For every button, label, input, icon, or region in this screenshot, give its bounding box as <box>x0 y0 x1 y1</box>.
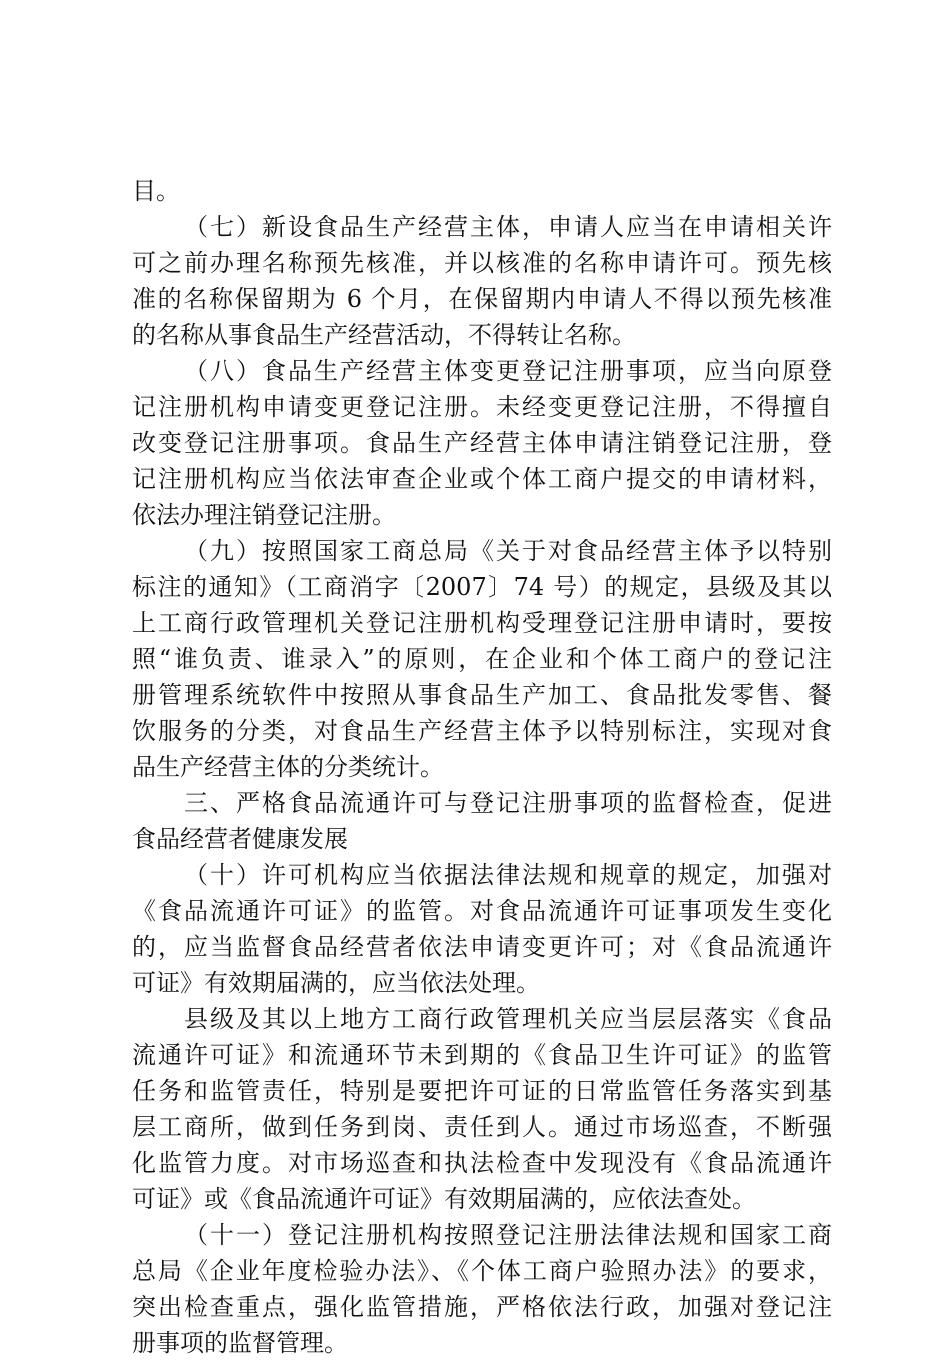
text-line: （十一）登记注册机构按照登记注册法律法规和国家工商 <box>184 1221 832 1249</box>
text-line: 总局《企业年度检验办法》、《个体工商户验照办法》的要求， <box>132 1257 832 1285</box>
text-line: 可证》有效期届满的，应当依法处理。 <box>132 969 540 997</box>
text-line: 可之前办理名称预先核准，并以核准的名称申请许可。预先核 <box>132 249 832 277</box>
text-line: 标注的通知》（工商消字〔2007〕74 号）的规定，县级及其以 <box>132 573 832 601</box>
text-line: （十）许可机构应当依据法律法规和规章的规定，加强对 <box>184 861 832 889</box>
text-line: 上工商行政管理机关登记注册机构受理登记注册申请时，要按 <box>132 609 832 637</box>
text-line: 饮服务的分类，对食品生产经营主体予以特别标注，实现对食 <box>132 717 832 745</box>
document-body <box>132 173 832 1361</box>
text-line: 记注册机构申请变更登记注册。未经变更登记注册，不得擅自 <box>132 393 832 421</box>
text-line: 的，应当监督食品经营者依法申请变更许可；对《食品流通许 <box>132 933 832 961</box>
text-line: 照“谁负责、谁录入”的原则，在企业和个体工商户的登记注 <box>132 645 832 673</box>
text-line: 三、严格食品流通许可与登记注册事项的监督检查，促进 <box>184 789 832 817</box>
text-line: 依法办理注销登记注册。 <box>132 501 396 529</box>
text-line: （九）按照国家工商总局《关于对食品经营主体予以特别 <box>184 537 832 565</box>
text-line: 任务和监管责任，特别是要把许可证的日常监管任务落实到基 <box>132 1077 832 1105</box>
text-line: 可证》或《食品流通许可证》有效期届满的，应依法查处。 <box>132 1185 756 1213</box>
text-line: 层工商所，做到任务到岗、责任到人。通过市场巡查，不断强 <box>132 1113 832 1141</box>
text-line: 《食品流通许可证》的监管。对食品流通许可证事项发生变化 <box>132 897 832 925</box>
text-line: 流通许可证》和流通环节未到期的《食品卫生许可证》的监管 <box>132 1041 832 1069</box>
text-line: 记注册机构应当依法审查企业或个体工商户提交的申请材料， <box>132 465 832 493</box>
text-line: 册事项的监督管理。 <box>132 1329 348 1357</box>
text-line: 县级及其以上地方工商行政管理机关应当层层落实《食品 <box>184 1005 832 1033</box>
text-line: 突出检查重点，强化监管措施，严格依法行政，加强对登记注 <box>132 1293 832 1321</box>
text-line: 品生产经营主体的分类统计。 <box>132 753 444 781</box>
text-line: 准的名称保留期为 6 个月，在保留期内申请人不得以预先核准 <box>132 285 832 313</box>
text-line: 化监管力度。对市场巡查和执法检查中发现没有《食品流通许 <box>132 1149 832 1177</box>
text-line: 的名称从事食品生产经营活动，不得转让名称。 <box>132 321 636 349</box>
text-line: 册管理系统软件中按照从事食品生产加工、食品批发零售、餐 <box>132 681 832 709</box>
text-line: （八）食品生产经营主体变更登记注册事项，应当向原登 <box>184 357 832 385</box>
text-line: 改变登记注册事项。食品生产经营主体申请注销登记注册，登 <box>132 429 832 457</box>
text-line: （七）新设食品生产经营主体，申请人应当在申请相关许 <box>184 213 832 241</box>
text-line: 食品经营者健康发展 <box>132 825 348 853</box>
text-line: 目。 <box>132 177 180 205</box>
